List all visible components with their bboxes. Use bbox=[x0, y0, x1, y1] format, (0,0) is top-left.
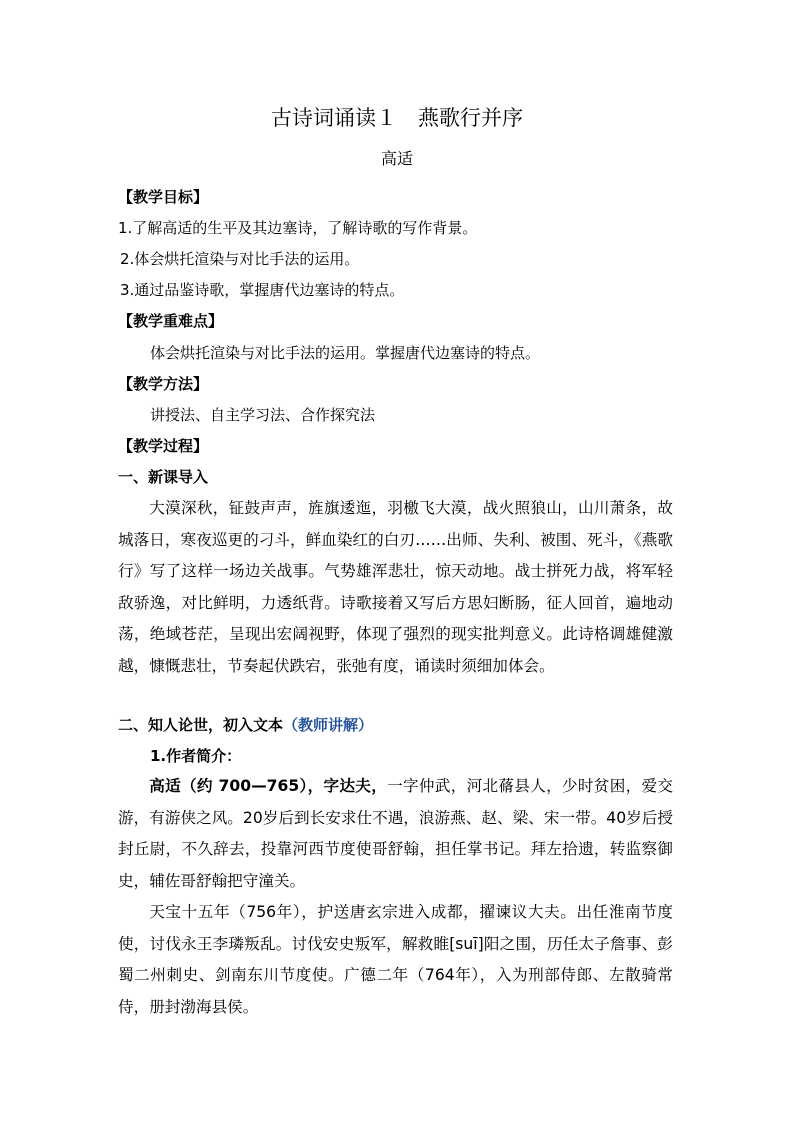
goal-item-2: 2.体会烘托渲染与对比手法的运用。 bbox=[120, 250, 360, 268]
author-bio-paragraph bbox=[118, 771, 673, 897]
author-intro-heading: 1.作者简介： bbox=[150, 747, 242, 765]
section-heading-methods: 【教学方法】 bbox=[118, 375, 209, 393]
author-bio-lead: 高适（约 700—765），字达夫， bbox=[149, 777, 388, 795]
methods-text: 讲授法、自主学习法、合作探究法 bbox=[150, 406, 376, 424]
author-career-paragraph: 天宝十五年（756年），护送唐玄宗进入成都，擢谏议大夫。出任淮南节度使，讨伐永王李璘叛乱。讨伐安史叛军，解救睢[suī]阳之围，历任太子詹事、彭蜀二州刺史、剑南东川节度使。广德二年（764年），入为刑部侍郎、左散骑常侍，册封渤海县侯。 bbox=[118, 903, 673, 1016]
document-title: 古诗词诵读１ 燕歌行并序 bbox=[271, 106, 523, 130]
teacher-note: （教师讲解） bbox=[283, 716, 374, 734]
section-heading-goals: 【教学目标】 bbox=[118, 188, 209, 206]
author-name: 高适 bbox=[380, 149, 413, 168]
part1-heading: 一、新课导入 bbox=[118, 468, 209, 486]
part2-heading bbox=[118, 713, 373, 737]
section-heading-key-points: 【教学重难点】 bbox=[118, 312, 224, 330]
section-heading-process: 【教学过程】 bbox=[118, 437, 209, 455]
intro-paragraph: 大漠深秋，钲鼓声声，旌旗逶迤，羽檄飞大漠，战火照狼山，山川萧条，故城落日，寒夜巡更的刁斗，鲜血染红的白刃……出师、失利、被围、死斗，《燕歌行》写了这样一场边关战事。气势雄浑悲壮，惊天动地。战士拼死力战，将军轻敌骄逸，对比鲜明，力透纸背。诗歌接着又写后方思妇断肠，征人回首，遍地动荡，绝域苍茫，呈现出宏阔视野，体现了强烈的现实批判意义。此诗格调雄健激越，慷慨悲壮，节奏起伏跌宕，张弛有度，诵读时须细加体会。 bbox=[118, 499, 673, 675]
author-bio-rest: 一字仲武，河北蓨县人，少时贫困，爱交游，有游侠之风。20岁后到长安求仕不遇，浪游燕、赵、梁、宋一带。40岁后授封丘尉，不久辞去，投靠河西节度使哥舒翰，担任掌书记。拜左拾遗，转监察御史，辅佐哥舒翰把守潼关。 bbox=[118, 777, 673, 890]
goal-item-3: 3.通过品鉴诗歌，掌握唐代边塞诗的特点。 bbox=[120, 281, 405, 299]
key-points-text: 体会烘托渲染与对比手法的运用。掌握唐代边塞诗的特点。 bbox=[150, 344, 541, 362]
goal-item-1: 1.了解高适的生平及其边塞诗，了解诗歌的写作背景。 bbox=[118, 219, 478, 237]
part2-title: 二、知人论世，初入文本 bbox=[118, 716, 284, 734]
